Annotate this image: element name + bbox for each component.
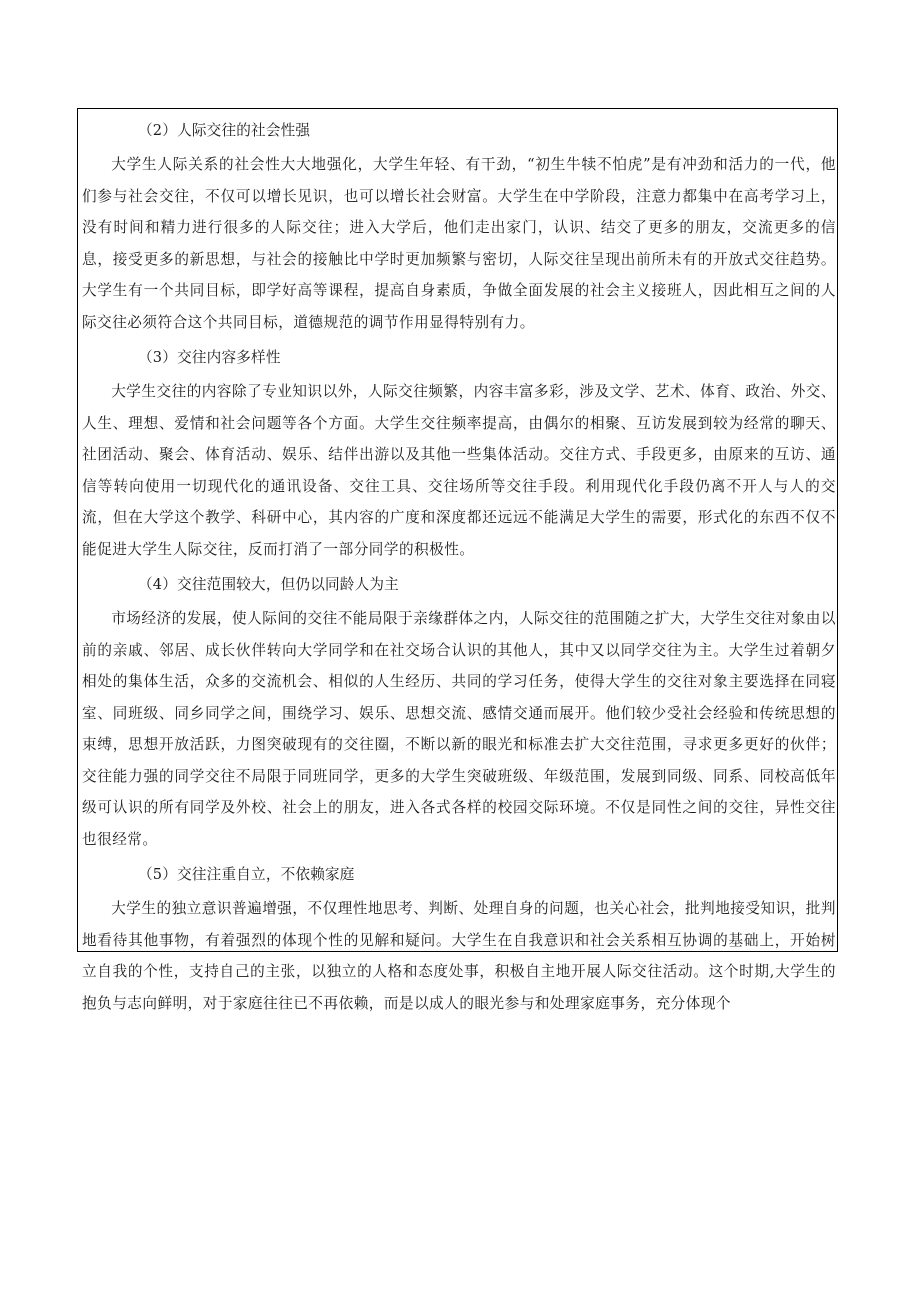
section-content-diversity xyxy=(82,344,836,565)
section-independence xyxy=(82,861,836,1019)
section-paragraph: 大学生的独立意识普遍增强，不仅理性地思考、判断、处理自身的问题，也关心社会，批判地接受知识，批判地看待其他事物，有着强烈的体现个性的见解和疑问。大学生在自我意识和社会关系相互协调的基础上，开始树立自我的个性，支持自己的主张，以独立的人格和态度处事，积极自主地开展人际交往活动。这个时期,大学生的抱负与志向鲜明，对于家庭往往已不再依赖，而是以成人的眼光参与和处理家庭事务，充分体现个 xyxy=(82,900,836,1012)
document-text-frame xyxy=(77,108,838,1012)
section-heading: （4）交往范围较大，但仍以同龄人为主 xyxy=(138,576,399,593)
section-paragraph: 大学生人际关系的社会性大大地强化，大学生年轻、有干劲，“初生牛犊不怕虎”是有冲劲和活力的一代，他们参与社会交往，不仅可以增长见识，也可以增长社会财富。大学生在中学阶段，注意力都集中在高考学习上，没有时间和精力进行很多的人际交往；进入大学后，他们走出家门，认识、结交了更多的朋友，交流更多的信息，接受更多的新思想，与社会的接触比中学时更加频繁与密切，人际交往呈现出前所未有的开放式交往趋势。大学生有一个共同目标，即学好高等课程，提高自身素质，争做全面发展的社会主义接班人，因此相互之间的人际交往必须符合这个共同目标，道德规范的调节作用显得特别有力。 xyxy=(82,156,836,331)
section-heading: （2）人际交往的社会性强 xyxy=(138,122,311,139)
section-paragraph: 大学生交往的内容除了专业知识以外，人际交往频繁，内容丰富多彩，涉及文学、艺术、体育、政治、外交、人生、理想、爱情和社会问题等各个方面。大学生交往频率提高，由偶尔的相聚、互访发展到较为经常的聊天、社团活动、聚会、体育活动、娱乐、结伴出游以及其他一些集体活动。交往方式、手段更多，由原来的互访、通信等转向使用一切现代化的通讯设备、交往工具、交往场所等交往手段。利用现代化手段仍离不开人与人的交流，但在大学这个教学、科研中心，其内容的广度和深度都还远远不能满足大学生的需要，形式化的东西不仅不能促进大学生人际交往，反而打消了一部分同学的积极性。 xyxy=(82,383,836,558)
section-heading: （5）交往注重自立，不依赖家庭 xyxy=(138,866,355,883)
section-heading: （3）交往内容多样性 xyxy=(138,349,281,366)
section-paragraph: 市场经济的发展，使人际间的交往不能局限于亲缘群体之内，人际交往的范围随之扩大，大学生交往对象由以前的亲戚、邻居、成长伙伴转向大学同学和在社交场合认识的其他人，其中又以同学交往为主。大学生过着朝夕相处的集体生活，众多的交流机会、相似的人生经历、共同的学习任务，使得大学生的交往对象主要选择在同寝室、同班级、同乡同学之间，围绕学习、娱乐、思想交流、感情交通而展开。他们较少受社会经验和传统思想的束缚，思想开放活跃，力图突破现有的交往圈，不断以新的眼光和标准去扩大交往范围，寻求更多更好的伙伴；交往能力强的同学交往不局限于同班同学，更多的大学生突破班级、年级范围，发展到同级、同系、同校高低年级可认识的所有同学及外校、社会上的朋友，进入各式各样的校园交际环境。不仅是同性之间的交往，异性交往也很经常。 xyxy=(82,610,836,848)
section-social-nature xyxy=(82,117,836,338)
section-scope-peers xyxy=(82,571,836,855)
